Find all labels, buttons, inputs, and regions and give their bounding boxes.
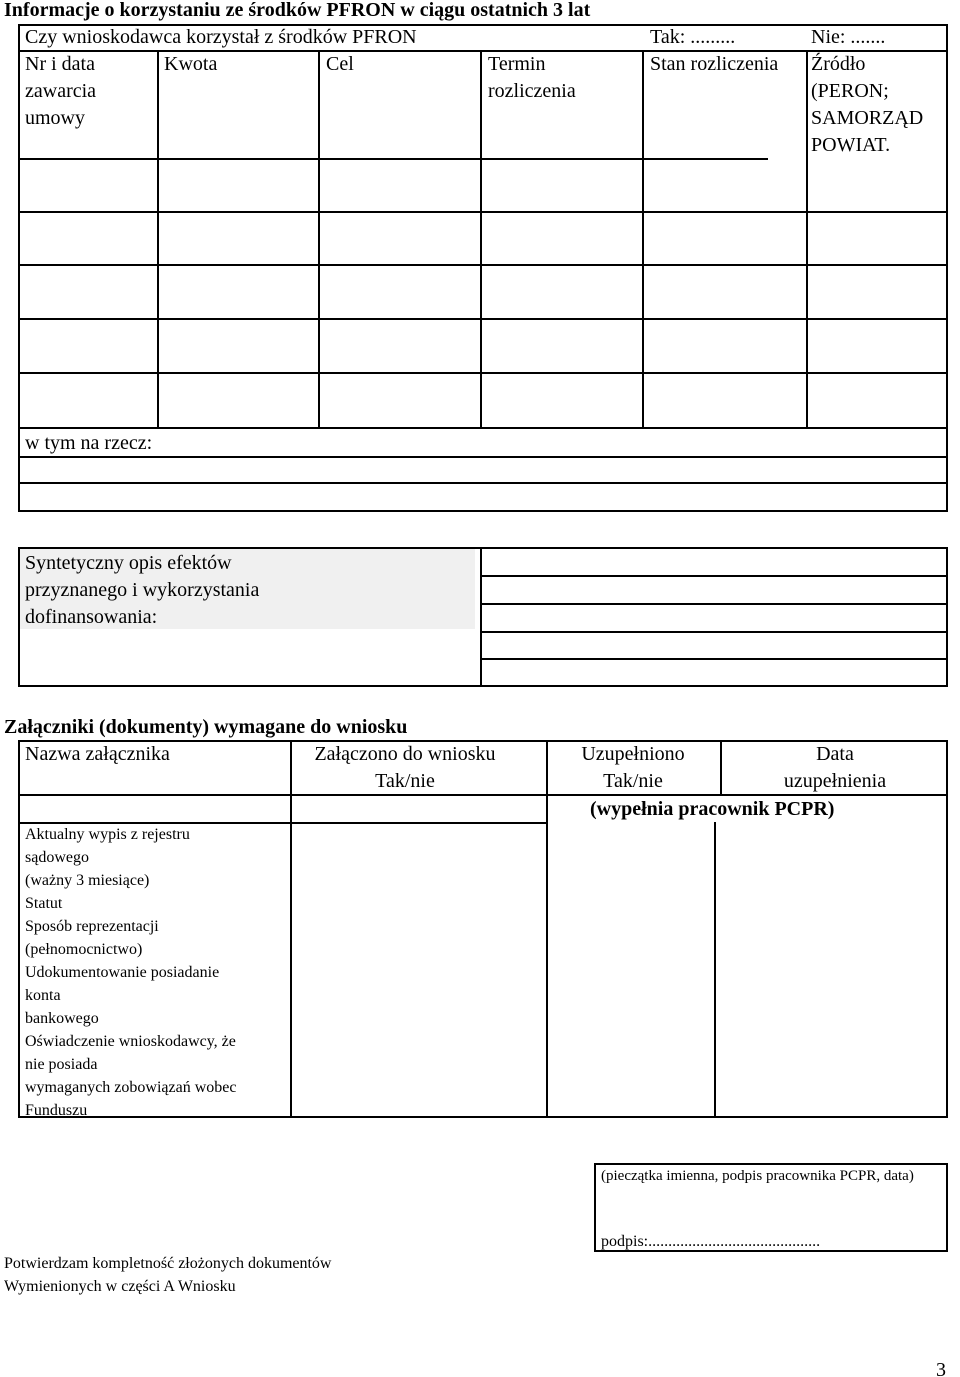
supplement-date-field[interactable] bbox=[718, 826, 942, 1112]
list-item: (pełnomocnictwo) bbox=[25, 941, 143, 958]
list-item: Statut bbox=[25, 895, 63, 912]
section1-heading: Informacje o korzystaniu ze środków PFRON w ciągu ostatnich 3 lat bbox=[4, 0, 591, 21]
col-contract-number-date: Nr i data zawarcia umowy bbox=[25, 53, 97, 129]
signature-field[interactable]: podpis:........................................... bbox=[601, 1233, 821, 1250]
page-number: 3 bbox=[936, 1359, 946, 1377]
col-purpose: Cel bbox=[326, 53, 354, 75]
pfron-question: Czy wnioskodawca korzystał z środków PFRON bbox=[25, 26, 417, 48]
col-supplement-date: Data uzupełnienia bbox=[783, 743, 887, 792]
w-tym-label: w tym na rzecz: bbox=[25, 432, 153, 454]
list-item: bankowego bbox=[25, 1010, 99, 1027]
list-item: Udokumentowanie posiadanie bbox=[25, 964, 220, 981]
pfron-no-field[interactable]: Nie: ....... bbox=[811, 26, 886, 48]
col-supplemented: Uzupełniono Tak/nie bbox=[581, 743, 685, 792]
confirmation-line-2: Wymienionych w części A Wniosku bbox=[4, 1278, 236, 1295]
effects-description-field[interactable] bbox=[484, 552, 944, 682]
attachments-heading: Załączniki (dokumenty) wymagane do wniosku bbox=[4, 716, 408, 738]
pcpr-note: (wypełnia pracownik PCPR) bbox=[590, 798, 835, 820]
list-item: nie posiada bbox=[25, 1056, 98, 1073]
attachments-list bbox=[25, 823, 236, 1122]
list-item: Aktualny wypis z rejestru bbox=[25, 826, 190, 843]
col-attachment-name: Nazwa załącznika bbox=[25, 743, 170, 765]
col-attached: Załączono do wniosku Tak/nie bbox=[314, 743, 496, 792]
attached-field[interactable] bbox=[294, 826, 542, 1112]
list-item: (ważny 3 miesiące) bbox=[25, 872, 150, 889]
list-item: konta bbox=[25, 987, 61, 1004]
col-settlement-status: Stan rozliczenia bbox=[650, 53, 779, 75]
list-item: Sposób reprezentacji bbox=[25, 918, 159, 935]
col-settlement-date: Termin rozliczenia bbox=[488, 53, 576, 102]
supplemented-field[interactable] bbox=[550, 826, 710, 1112]
pfron-yes-field[interactable]: Tak: ......... bbox=[650, 26, 736, 48]
confirmation-line-1: Potwierdzam kompletność złożonych dokumentów bbox=[4, 1255, 332, 1272]
list-item: Funduszu bbox=[25, 1102, 88, 1119]
stamp-label: (pieczątka imienna, podpis pracownika PCPR, data) bbox=[601, 1168, 914, 1184]
list-item: wymaganych zobowiązań wobec bbox=[25, 1079, 237, 1096]
list-item: sądowego bbox=[25, 849, 89, 866]
effects-description-label: Syntetyczny opis efektów przyznanego i wykorzystania dofinansowania: bbox=[25, 552, 260, 628]
list-item: Oświadczenie wnioskodawcy, że bbox=[25, 1033, 236, 1050]
col-amount: Kwota bbox=[164, 53, 218, 75]
col-source: Źródło (PERON; SAMORZĄD POWIAT. bbox=[811, 53, 924, 156]
